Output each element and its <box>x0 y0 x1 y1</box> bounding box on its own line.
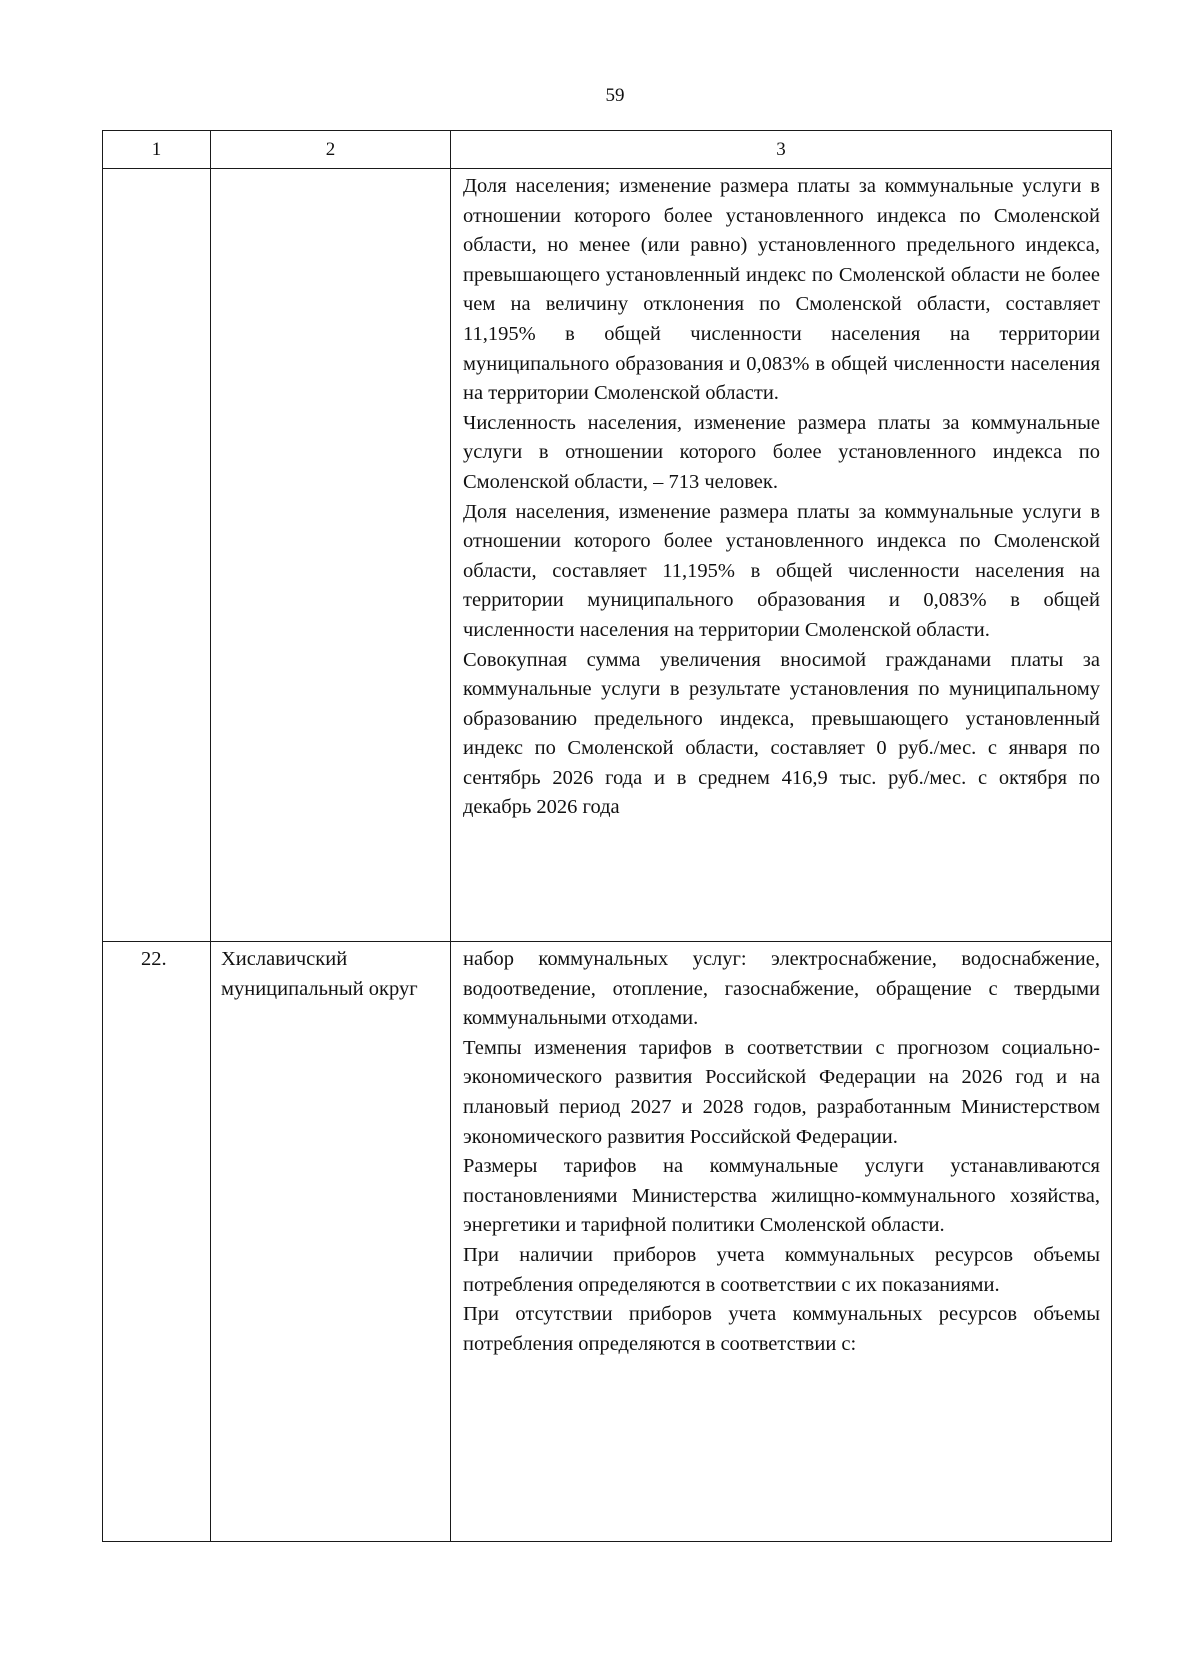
paragraph: Доля населения, изменение размера платы за коммунальные услуги в отношении которого более установленного индекса по Смоленской области, составляет 11,195% в общей численности населения на территории муниципального образования и 0,083% в общей численности населения на территории Смоленской области. <box>463 500 1100 641</box>
row-number: 22. <box>141 948 167 970</box>
column-header-3: 3 <box>451 131 1112 169</box>
paragraph: Доля населения; изменение размера платы за коммунальные услуги в отношении которого более установленного индекса по Смоленской области, но менее (или равно) установленного предельного индекса, превышающего установленный индекс по Смоленской области не более чем на величину отклонения по Смоленской области, составляет 11,195% в общей численности населения на территории муниципального образования и 0,083% в общей численности населения на территории Смоленской области. <box>463 175 1100 405</box>
description-text <box>451 169 1111 823</box>
paragraph: При отсутствии приборов учета коммунальных ресурсов объемы потребления определяются в соответствии с: <box>463 1303 1100 1355</box>
municipality-name: Хиславичский муниципальный округ <box>221 948 418 1000</box>
row-number-cell <box>103 169 211 942</box>
paragraph: Совокупная сумма увеличения вносимой гражданами платы за коммунальные услуги в результате установления по муниципальному образованию предельного индекса, превышающего установленный индекс по Смоленской области, составляет 0 руб./мес. с января по сентябрь 2026 года и в среднем 416,9 тыс. руб./мес. с октября по декабрь 2026 года <box>463 648 1100 819</box>
table-row <box>103 169 1112 942</box>
paragraph: Размеры тарифов на коммунальные услуги устанавливаются постановлениями Министерства жилищно-коммунального хозяйства, энергетики и тарифной политики Смоленской области. <box>463 1155 1100 1237</box>
row-description-cell <box>451 169 1112 942</box>
column-header-2: 2 <box>211 131 451 169</box>
description-text <box>451 942 1111 1359</box>
paragraph: набор коммунальных услуг: электроснабжение, водоснабжение, водоотведение, отопление, газоснабжение, обращение с твердыми коммунальными отходами. <box>463 948 1100 1030</box>
row-number-cell <box>103 942 211 1542</box>
table-header-row <box>103 131 1112 169</box>
page-number: 59 <box>605 85 625 106</box>
row-description-cell <box>451 942 1112 1542</box>
row-name-cell <box>211 169 451 942</box>
paragraph: Темпы изменения тарифов в соответствии с прогнозом социально-экономического развития Российской Федерации на 2026 год и на плановый период 2027 и 2028 годов, разработанным Министерством экономического развития Российской Федерации. <box>463 1036 1100 1148</box>
document-table <box>102 130 1112 1542</box>
paragraph: Численность населения, изменение размера платы за коммунальные услуги в отношении которого более установленного индекса по Смоленской области, – 713 человек. <box>463 411 1100 493</box>
row-name-cell <box>211 942 451 1542</box>
table-row <box>103 942 1112 1542</box>
paragraph: При наличии приборов учета коммунальных ресурсов объемы потребления определяются в соответствии с их показаниями. <box>463 1243 1100 1296</box>
column-header-1: 1 <box>103 131 211 169</box>
